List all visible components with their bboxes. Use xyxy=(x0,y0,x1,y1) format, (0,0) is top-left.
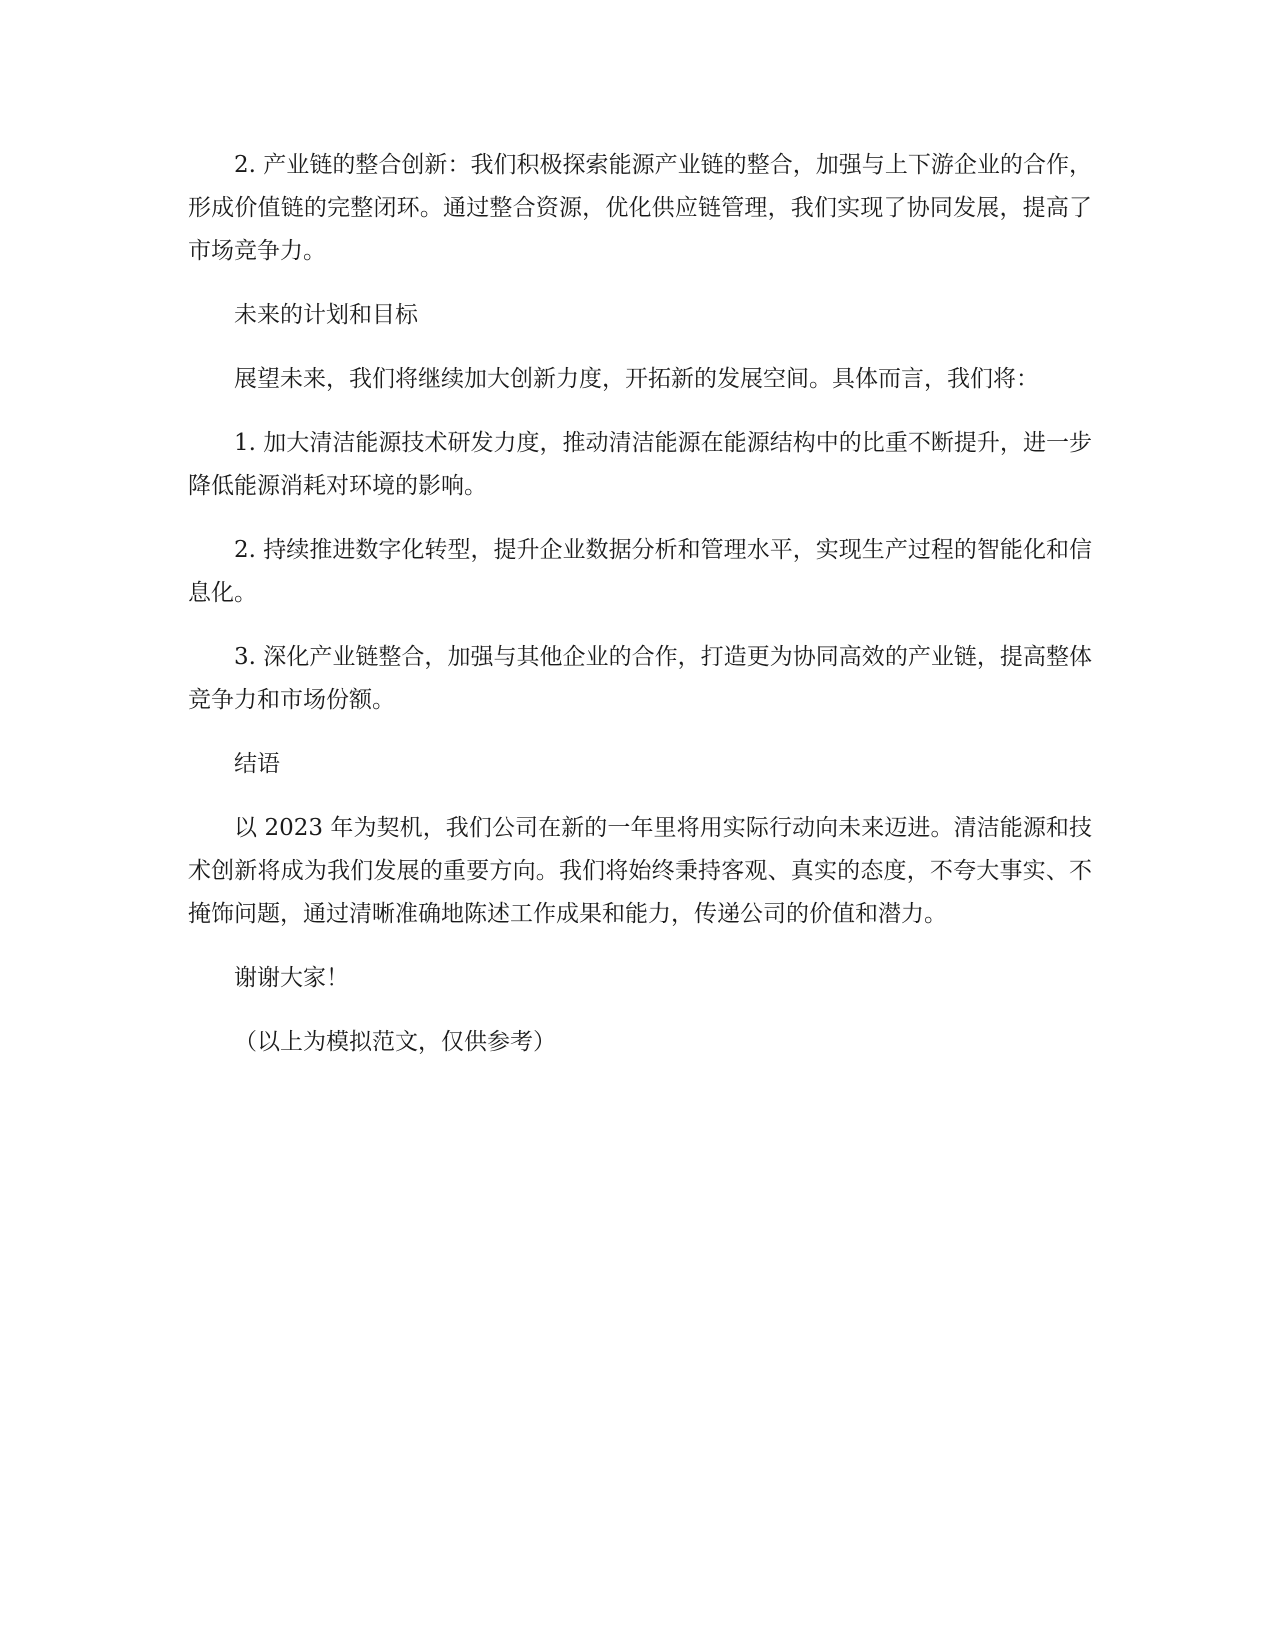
section-heading-conclusion: 结语 xyxy=(234,751,280,777)
list-item-clean-energy: 1. 加大清洁能源技术研发力度，推动清洁能源在能源结构中的比重不断提升，进一步降低能源消耗对环境的影响。 xyxy=(188,430,1092,499)
document-body xyxy=(188,144,1092,1085)
section-heading-future-plans: 未来的计划和目标 xyxy=(234,302,418,328)
paragraph-integration-innovation: 2. 产业链的整合创新：我们积极探索能源产业链的整合，加强与上下游企业的合作，形成价值链的完整闭环。通过整合资源，优化供应链管理，我们实现了协同发展，提高了市场竞争力。 xyxy=(188,152,1092,264)
closing-thanks: 谢谢大家！ xyxy=(234,965,349,991)
paragraph-outlook: 展望未来，我们将继续加大创新力度，开拓新的发展空间。具体而言，我们将： xyxy=(234,366,1039,392)
list-item-industry-chain: 3. 深化产业链整合，加强与其他企业的合作，打造更为协同高效的产业链，提高整体竞争力和市场份额。 xyxy=(188,644,1092,713)
list-item-digital-transformation: 2. 持续推进数字化转型，提升企业数据分析和管理水平，实现生产过程的智能化和信息化。 xyxy=(188,537,1092,606)
paragraph-conclusion: 以 2023 年为契机，我们公司在新的一年里将用实际行动向未来迈进。清洁能源和技术创新将成为我们发展的重要方向。我们将始终秉持客观、真实的态度，不夸大事实、不掩饰问题，通过清晰准确地陈述工作成果和能力，传递公司的价值和潜力。 xyxy=(188,815,1092,927)
disclaimer-note: （以上为模拟范文，仅供参考） xyxy=(234,1029,556,1055)
